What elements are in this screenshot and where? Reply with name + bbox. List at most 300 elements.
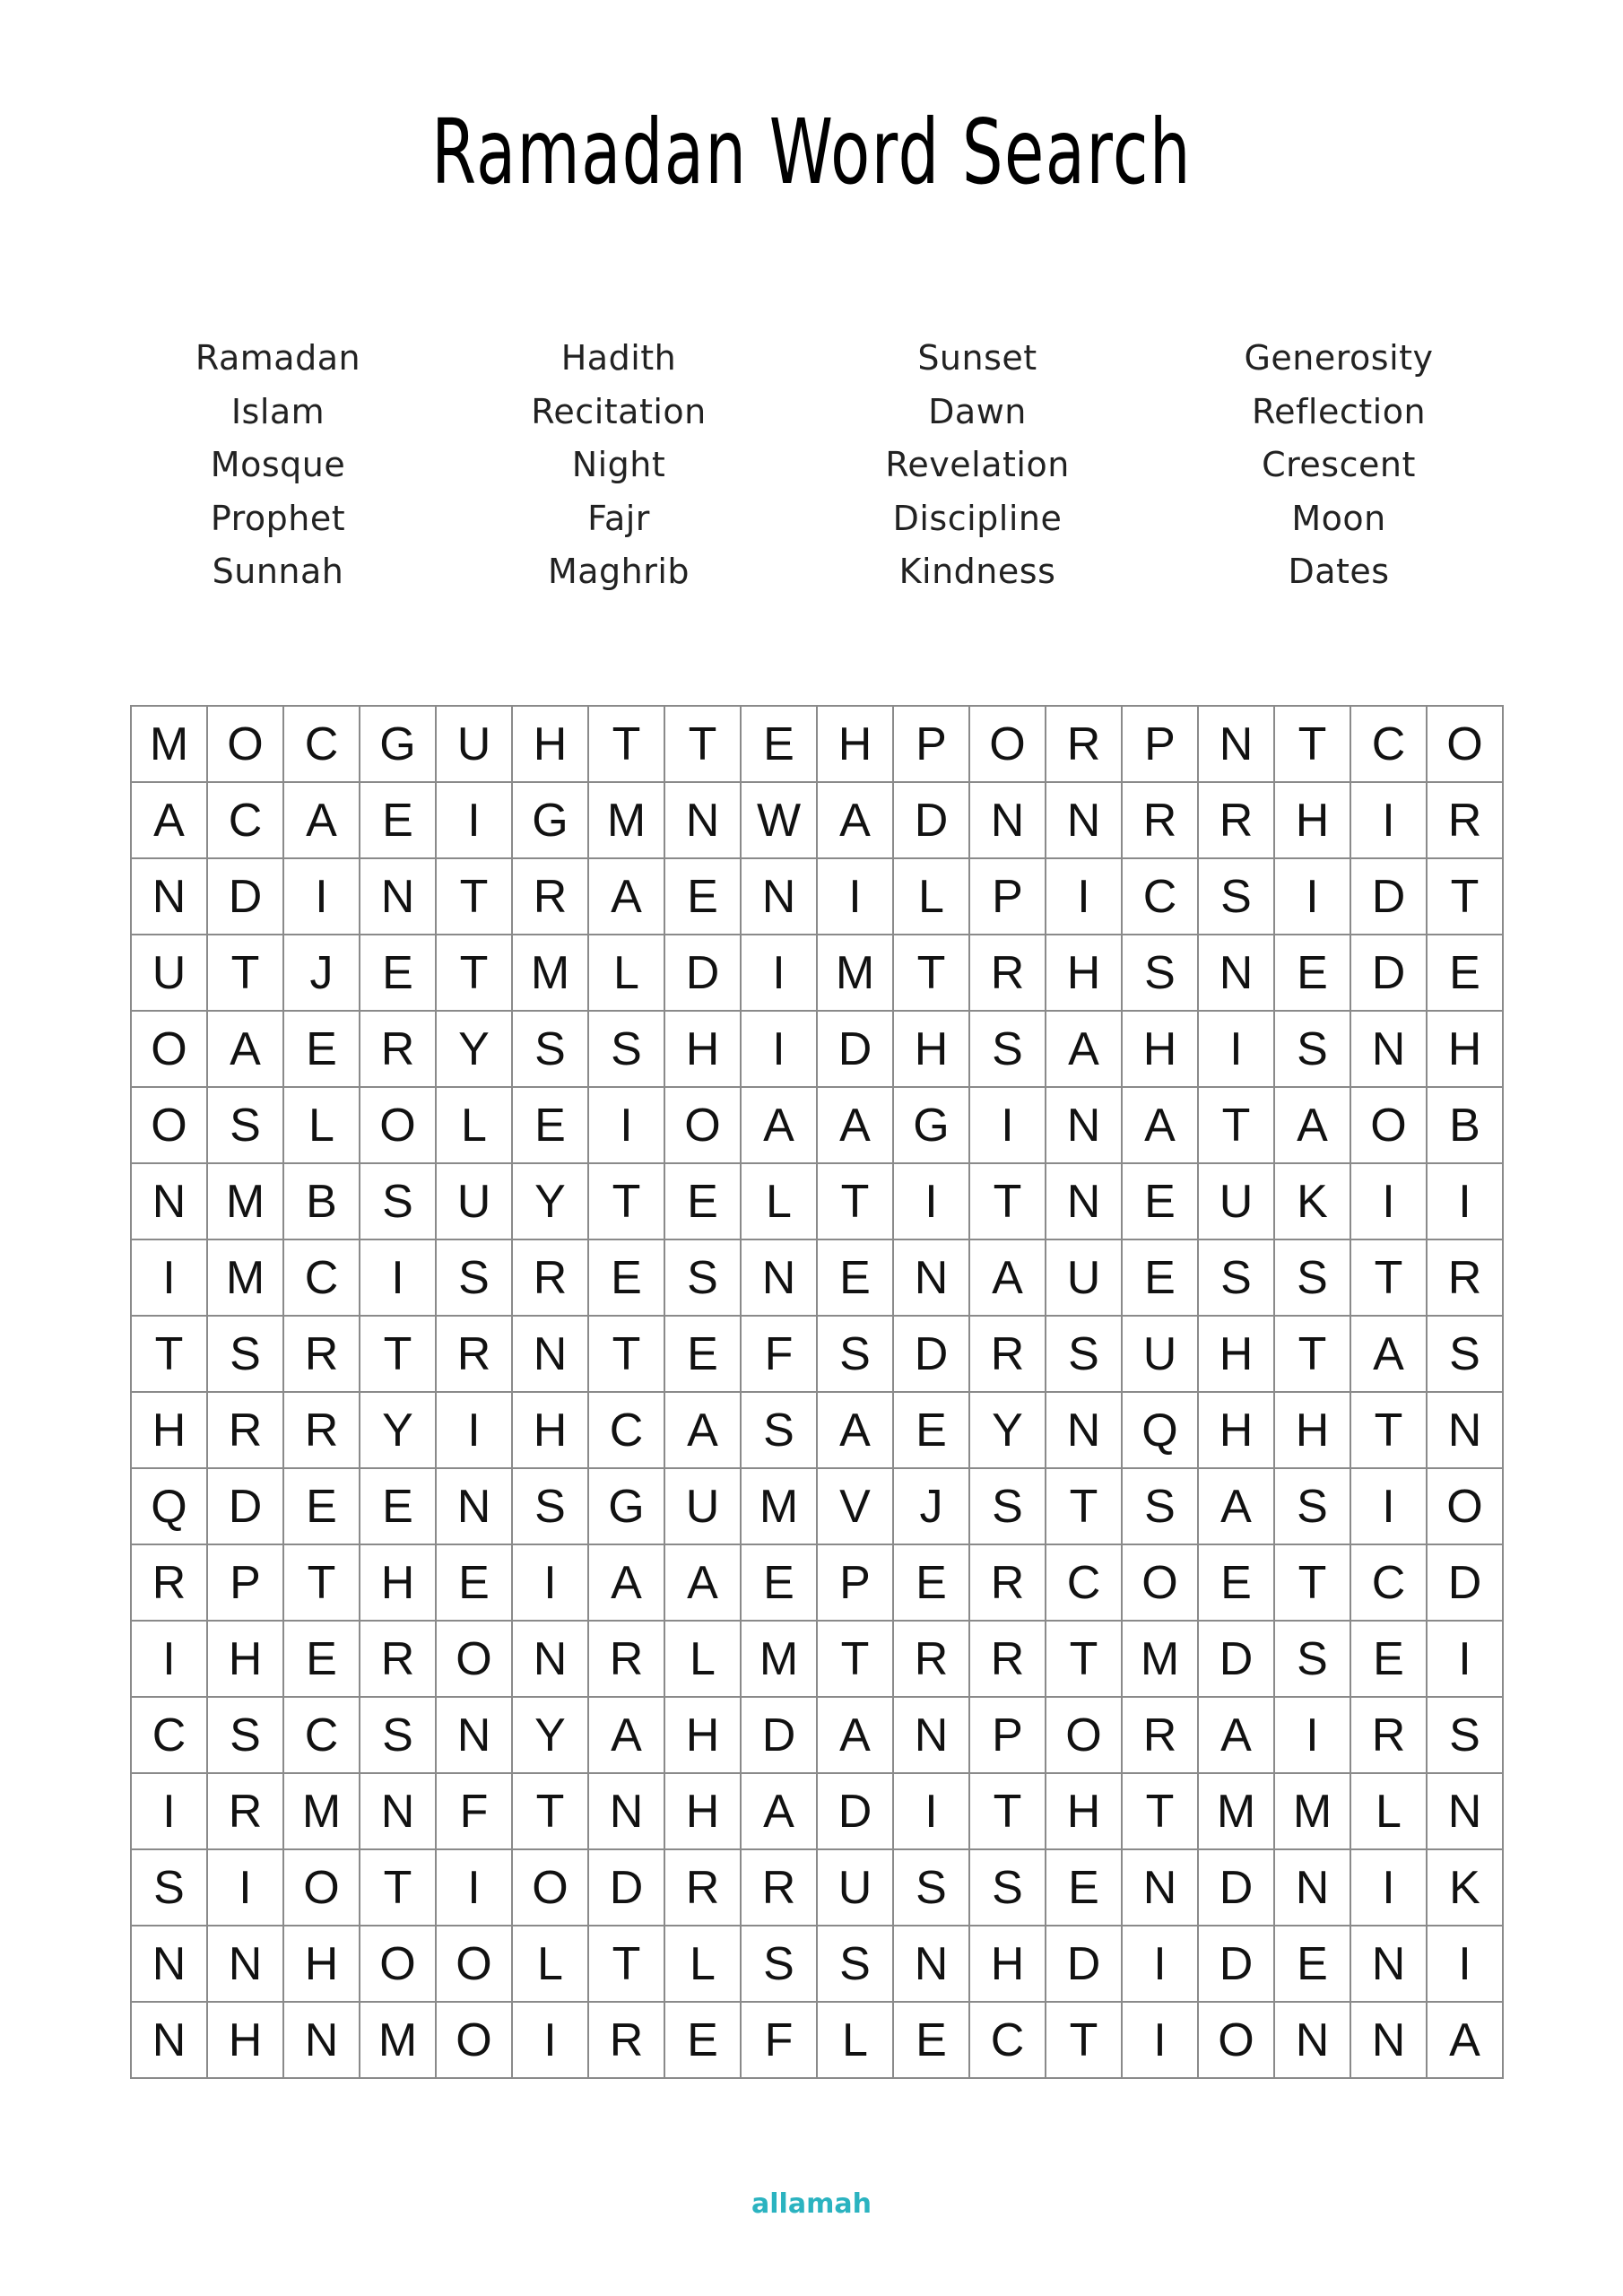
grid-cell: O [1199, 2003, 1275, 2079]
word-item: Fajr [587, 498, 650, 538]
grid-cell: E [360, 935, 437, 1012]
grid-cell: T [970, 1164, 1046, 1240]
grid-cell: N [360, 859, 437, 935]
grid-cell: H [1046, 1774, 1123, 1850]
grid-cell: Y [970, 1393, 1046, 1469]
grid-cell: M [208, 1240, 284, 1317]
grid-cell: I [1275, 1698, 1351, 1774]
grid-cell: M [589, 783, 665, 859]
grid-cell: I [513, 1545, 589, 1622]
word-item: Sunnah [212, 552, 344, 591]
grid-cell: T [1046, 1469, 1123, 1545]
grid-cell: S [894, 1850, 970, 1926]
grid-cell: E [1275, 935, 1351, 1012]
grid-cell: G [360, 707, 437, 783]
grid-cell: A [970, 1240, 1046, 1317]
grid-cell: A [1046, 1012, 1123, 1088]
grid-cell: A [1123, 1088, 1199, 1164]
grid-cell: T [284, 1545, 360, 1622]
grid-cell: D [894, 1317, 970, 1393]
grid-cell: B [284, 1164, 360, 1240]
grid-cell: E [284, 1469, 360, 1545]
grid-cell: E [894, 1545, 970, 1622]
grid-cell: H [665, 1012, 742, 1088]
grid-cell: E [742, 707, 818, 783]
grid-cell: N [1275, 2003, 1351, 2079]
grid-cell: I [132, 1240, 208, 1317]
grid-cell: C [132, 1698, 208, 1774]
grid-cell: S [970, 1850, 1046, 1926]
grid-cell: K [1428, 1850, 1504, 1926]
grid-cell: Q [132, 1469, 208, 1545]
grid-cell: I [208, 1850, 284, 1926]
word-item: Sunset [917, 338, 1037, 378]
grid-cell: E [437, 1545, 513, 1622]
grid-cell: D [208, 859, 284, 935]
grid-cell: I [818, 859, 894, 935]
grid-cell: I [1351, 1164, 1428, 1240]
grid-cell: I [970, 1088, 1046, 1164]
grid-cell: E [665, 1164, 742, 1240]
grid-cell: E [360, 783, 437, 859]
grid-cell: A [818, 783, 894, 859]
grid-cell: N [1046, 1164, 1123, 1240]
grid-cell: A [1199, 1698, 1275, 1774]
grid-cell: S [742, 1393, 818, 1469]
grid-cell: I [1046, 859, 1123, 935]
grid-cell: U [437, 707, 513, 783]
grid-cell: E [894, 2003, 970, 2079]
grid-cell: H [1199, 1393, 1275, 1469]
grid-cell: I [589, 1088, 665, 1164]
grid-cell: S [132, 1850, 208, 1926]
grid-cell: I [360, 1240, 437, 1317]
grid-cell: T [437, 935, 513, 1012]
grid-cell: I [437, 783, 513, 859]
grid-cell: C [589, 1393, 665, 1469]
grid-cell: S [970, 1469, 1046, 1545]
grid-cell: S [589, 1012, 665, 1088]
grid-cell: N [1123, 1850, 1199, 1926]
grid-cell: I [132, 1622, 208, 1698]
grid-cell: D [742, 1698, 818, 1774]
grid-cell: E [284, 1012, 360, 1088]
grid-cell: I [284, 859, 360, 935]
grid-cell: R [970, 1317, 1046, 1393]
grid-cell: P [970, 859, 1046, 935]
grid-cell: D [1199, 1926, 1275, 2003]
grid-cell: I [1123, 2003, 1199, 2079]
grid-cell: U [132, 935, 208, 1012]
grid-cell: R [1351, 1698, 1428, 1774]
grid-cell: S [1275, 1012, 1351, 1088]
grid-cell: U [665, 1469, 742, 1545]
grid-cell: E [589, 1240, 665, 1317]
grid-cell: U [1199, 1164, 1275, 1240]
grid-cell: D [208, 1469, 284, 1545]
grid-cell: E [665, 2003, 742, 2079]
grid-cell: E [1275, 1926, 1351, 2003]
grid-cell: E [1123, 1240, 1199, 1317]
grid-cell: N [970, 783, 1046, 859]
grid-cell: N [1428, 1774, 1504, 1850]
grid-cell: R [284, 1393, 360, 1469]
grid-cell: N [894, 1698, 970, 1774]
word-item: Ramadan [195, 338, 361, 378]
grid-cell: N [1199, 935, 1275, 1012]
grid-cell: I [894, 1774, 970, 1850]
grid-cell: N [132, 1164, 208, 1240]
grid-cell: R [208, 1393, 284, 1469]
grid-cell: A [284, 783, 360, 859]
grid-cell: I [1123, 1926, 1199, 2003]
grid-cell: S [1428, 1698, 1504, 1774]
grid-cell: T [208, 935, 284, 1012]
grid-cell: T [1351, 1240, 1428, 1317]
grid-cell: O [1428, 1469, 1504, 1545]
grid-cell: E [742, 1545, 818, 1622]
word-item: Recitation [531, 391, 707, 431]
grid-cell: T [1275, 707, 1351, 783]
grid-cell: T [970, 1774, 1046, 1850]
grid-cell: L [1351, 1774, 1428, 1850]
grid-cell: I [513, 2003, 589, 2079]
grid-cell: N [894, 1240, 970, 1317]
grid-cell: E [1046, 1850, 1123, 1926]
grid-cell: R [1123, 1698, 1199, 1774]
grid-cell: N [513, 1317, 589, 1393]
grid-cell: D [665, 935, 742, 1012]
grid-cell: D [1199, 1850, 1275, 1926]
grid-cell: N [1351, 1012, 1428, 1088]
word-item: Moon [1291, 498, 1386, 538]
grid-cell: A [208, 1012, 284, 1088]
grid-cell: E [665, 1317, 742, 1393]
grid-cell: A [742, 1088, 818, 1164]
grid-cell: N [132, 1926, 208, 2003]
grid-cell: O [1351, 1088, 1428, 1164]
word-item: Night [571, 445, 666, 484]
grid-cell: A [818, 1393, 894, 1469]
grid-cell: N [437, 1469, 513, 1545]
grid-cell: D [818, 1012, 894, 1088]
grid-cell: T [1046, 1622, 1123, 1698]
grid-cell: I [894, 1164, 970, 1240]
grid-cell: C [284, 707, 360, 783]
grid-cell: C [1351, 1545, 1428, 1622]
grid-cell: N [894, 1926, 970, 2003]
grid-cell: N [665, 783, 742, 859]
grid-cell: O [437, 1926, 513, 2003]
grid-cell: R [1428, 1240, 1504, 1317]
grid-cell: N [132, 2003, 208, 2079]
grid-cell: R [589, 2003, 665, 2079]
word-item: Islam [230, 391, 325, 431]
grid-cell: S [1046, 1317, 1123, 1393]
grid-cell: Y [513, 1164, 589, 1240]
grid-cell: C [970, 2003, 1046, 2079]
grid-cell: S [818, 1926, 894, 2003]
grid-cell: P [208, 1545, 284, 1622]
grid-cell: S [1199, 859, 1275, 935]
grid-cell: S [818, 1317, 894, 1393]
grid-cell: R [513, 1240, 589, 1317]
grid-cell: Q [1123, 1393, 1199, 1469]
grid-cell: I [1428, 1164, 1504, 1240]
grid-cell: F [742, 2003, 818, 2079]
grid-cell: C [1046, 1545, 1123, 1622]
grid-cell: R [1046, 707, 1123, 783]
grid-cell: I [742, 1012, 818, 1088]
grid-cell: I [437, 1393, 513, 1469]
grid-cell: R [1199, 783, 1275, 859]
grid-cell: C [208, 783, 284, 859]
grid-cell: H [208, 1622, 284, 1698]
grid-cell: S [1199, 1240, 1275, 1317]
grid-cell: L [818, 2003, 894, 2079]
grid-cell: R [360, 1622, 437, 1698]
word-item: Maghrib [547, 552, 690, 591]
grid-cell: N [208, 1926, 284, 2003]
grid-cell: O [513, 1850, 589, 1926]
grid-cell: E [1351, 1622, 1428, 1698]
grid-cell: K [1275, 1164, 1351, 1240]
grid-cell: M [208, 1164, 284, 1240]
word-search-grid [130, 705, 1504, 2079]
grid-cell: B [1428, 1088, 1504, 1164]
grid-cell: E [360, 1469, 437, 1545]
grid-cell: R [132, 1545, 208, 1622]
grid-cell: M [513, 935, 589, 1012]
grid-cell: C [1351, 707, 1428, 783]
grid-cell: N [1046, 1088, 1123, 1164]
grid-cell: N [360, 1774, 437, 1850]
grid-cell: F [437, 1774, 513, 1850]
grid-cell: D [1351, 935, 1428, 1012]
grid-cell: L [742, 1164, 818, 1240]
grid-cell: O [1046, 1698, 1123, 1774]
grid-cell: U [818, 1850, 894, 1926]
grid-cell: I [1351, 1469, 1428, 1545]
grid-cell: O [1123, 1545, 1199, 1622]
grid-cell: Y [437, 1012, 513, 1088]
grid-cell: C [284, 1240, 360, 1317]
grid-cell: D [1351, 859, 1428, 935]
grid-cell: H [1199, 1317, 1275, 1393]
grid-cell: T [513, 1774, 589, 1850]
grid-cell: Y [360, 1393, 437, 1469]
grid-cell: A [742, 1774, 818, 1850]
grid-cell: O [437, 1622, 513, 1698]
grid-cell: N [589, 1774, 665, 1850]
grid-cell: S [208, 1698, 284, 1774]
grid-cell: C [284, 1698, 360, 1774]
grid-cell: N [1351, 2003, 1428, 2079]
grid-cell: T [437, 859, 513, 935]
word-item: Generosity [1244, 338, 1434, 378]
grid-cell: O [208, 707, 284, 783]
grid-cell: E [665, 859, 742, 935]
grid-cell: H [970, 1926, 1046, 2003]
grid-cell: I [1351, 783, 1428, 859]
grid-cell: J [894, 1469, 970, 1545]
grid-cell: O [1428, 707, 1504, 783]
grid-cell: M [742, 1469, 818, 1545]
grid-cell: H [1275, 1393, 1351, 1469]
word-item: Mosque [210, 445, 346, 484]
grid-cell: D [589, 1850, 665, 1926]
grid-cell: R [1428, 783, 1504, 859]
grid-cell: I [437, 1850, 513, 1926]
grid-cell: S [360, 1164, 437, 1240]
grid-cell: M [1275, 1774, 1351, 1850]
grid-cell: A [1199, 1469, 1275, 1545]
grid-cell: O [437, 2003, 513, 2079]
grid-cell: S [970, 1012, 1046, 1088]
grid-cell: I [132, 1774, 208, 1850]
grid-cell: E [284, 1622, 360, 1698]
word-item: Dates [1288, 552, 1390, 591]
grid-cell: R [894, 1622, 970, 1698]
grid-cell: S [513, 1469, 589, 1545]
grid-cell: M [360, 2003, 437, 2079]
grid-cell: H [513, 1393, 589, 1469]
grid-cell: A [665, 1393, 742, 1469]
grid-cell: A [132, 783, 208, 859]
grid-cell: I [1351, 1850, 1428, 1926]
grid-cell: H [284, 1926, 360, 2003]
grid-cell: S [208, 1088, 284, 1164]
grid-cell: I [1428, 1926, 1504, 2003]
grid-cell: H [132, 1393, 208, 1469]
grid-cell: T [1199, 1088, 1275, 1164]
grid-cell: L [513, 1926, 589, 2003]
grid-cell: L [284, 1088, 360, 1164]
grid-cell: N [284, 2003, 360, 2079]
grid-cell: N [513, 1622, 589, 1698]
grid-cell: L [894, 859, 970, 935]
grid-cell: T [1275, 1545, 1351, 1622]
grid-cell: A [665, 1545, 742, 1622]
grid-cell: T [665, 707, 742, 783]
grid-cell: R [360, 1012, 437, 1088]
brand-logo: allamah [751, 2188, 872, 2220]
grid-cell: S [742, 1926, 818, 2003]
grid-cell: D [1199, 1622, 1275, 1698]
grid-cell: R [665, 1850, 742, 1926]
grid-cell: H [1123, 1012, 1199, 1088]
grid-cell: O [360, 1088, 437, 1164]
word-item: Hadith [560, 338, 677, 378]
grid-cell: J [284, 935, 360, 1012]
grid-cell: A [1351, 1317, 1428, 1393]
grid-cell: Y [513, 1698, 589, 1774]
grid-cell: M [132, 707, 208, 783]
word-item: Discipline [892, 498, 1063, 538]
grid-cell: T [894, 935, 970, 1012]
grid-cell: R [284, 1317, 360, 1393]
grid-cell: O [132, 1012, 208, 1088]
grid-cell: D [818, 1774, 894, 1850]
grid-cell: N [437, 1698, 513, 1774]
grid-cell: M [1123, 1622, 1199, 1698]
grid-cell: L [437, 1088, 513, 1164]
grid-cell: H [513, 707, 589, 783]
grid-cell: T [132, 1317, 208, 1393]
grid-cell: T [360, 1850, 437, 1926]
grid-cell: R [208, 1774, 284, 1850]
word-item: Reflection [1251, 391, 1427, 431]
word-item: Prophet [210, 498, 346, 538]
grid-cell: H [665, 1698, 742, 1774]
grid-cell: P [818, 1545, 894, 1622]
grid-cell: S [1275, 1469, 1351, 1545]
grid-cell: T [589, 1317, 665, 1393]
grid-cell: G [589, 1469, 665, 1545]
grid-cell: T [1275, 1317, 1351, 1393]
grid-cell: H [208, 2003, 284, 2079]
grid-cell: I [1275, 859, 1351, 935]
grid-cell: A [1428, 2003, 1504, 2079]
grid-cell: O [284, 1850, 360, 1926]
grid-cell: E [1123, 1164, 1199, 1240]
grid-cell: U [1046, 1240, 1123, 1317]
grid-cell: T [1046, 2003, 1123, 2079]
grid-cell: T [1123, 1774, 1199, 1850]
grid-cell: T [589, 707, 665, 783]
grid-cell: S [1275, 1240, 1351, 1317]
grid-cell: U [437, 1164, 513, 1240]
grid-cell: H [894, 1012, 970, 1088]
grid-cell: N [742, 859, 818, 935]
grid-cell: T [589, 1926, 665, 2003]
grid-cell: A [589, 1545, 665, 1622]
grid-cell: R [970, 1622, 1046, 1698]
word-list [0, 332, 1623, 601]
grid-cell: R [589, 1622, 665, 1698]
grid-cell: H [665, 1774, 742, 1850]
grid-cell: N [1199, 707, 1275, 783]
grid-cell: H [1275, 783, 1351, 859]
grid-cell: H [818, 707, 894, 783]
grid-cell: U [1123, 1317, 1199, 1393]
grid-cell: R [1123, 783, 1199, 859]
grid-cell: D [894, 783, 970, 859]
grid-cell: O [132, 1088, 208, 1164]
word-column-3 [798, 332, 1157, 599]
grid-cell: H [360, 1545, 437, 1622]
grid-cell: T [818, 1622, 894, 1698]
grid-cell: T [589, 1164, 665, 1240]
grid-cell: O [665, 1088, 742, 1164]
grid-cell: R [970, 1545, 1046, 1622]
word-item: Crescent [1262, 445, 1416, 484]
grid-cell: L [589, 935, 665, 1012]
grid-cell: P [970, 1698, 1046, 1774]
grid-cell: S [437, 1240, 513, 1317]
grid-cell: M [284, 1774, 360, 1850]
page-title: Ramadan Word Search [431, 100, 1192, 204]
word-column-2 [439, 332, 798, 599]
grid-cell: T [360, 1317, 437, 1393]
grid-cell: I [1428, 1622, 1504, 1698]
word-column-1 [99, 332, 457, 599]
word-item: Kindness [898, 552, 1056, 591]
grid-cell: I [1199, 1012, 1275, 1088]
grid-cell: E [894, 1393, 970, 1469]
grid-cell: D [1428, 1545, 1504, 1622]
grid-cell: W [742, 783, 818, 859]
